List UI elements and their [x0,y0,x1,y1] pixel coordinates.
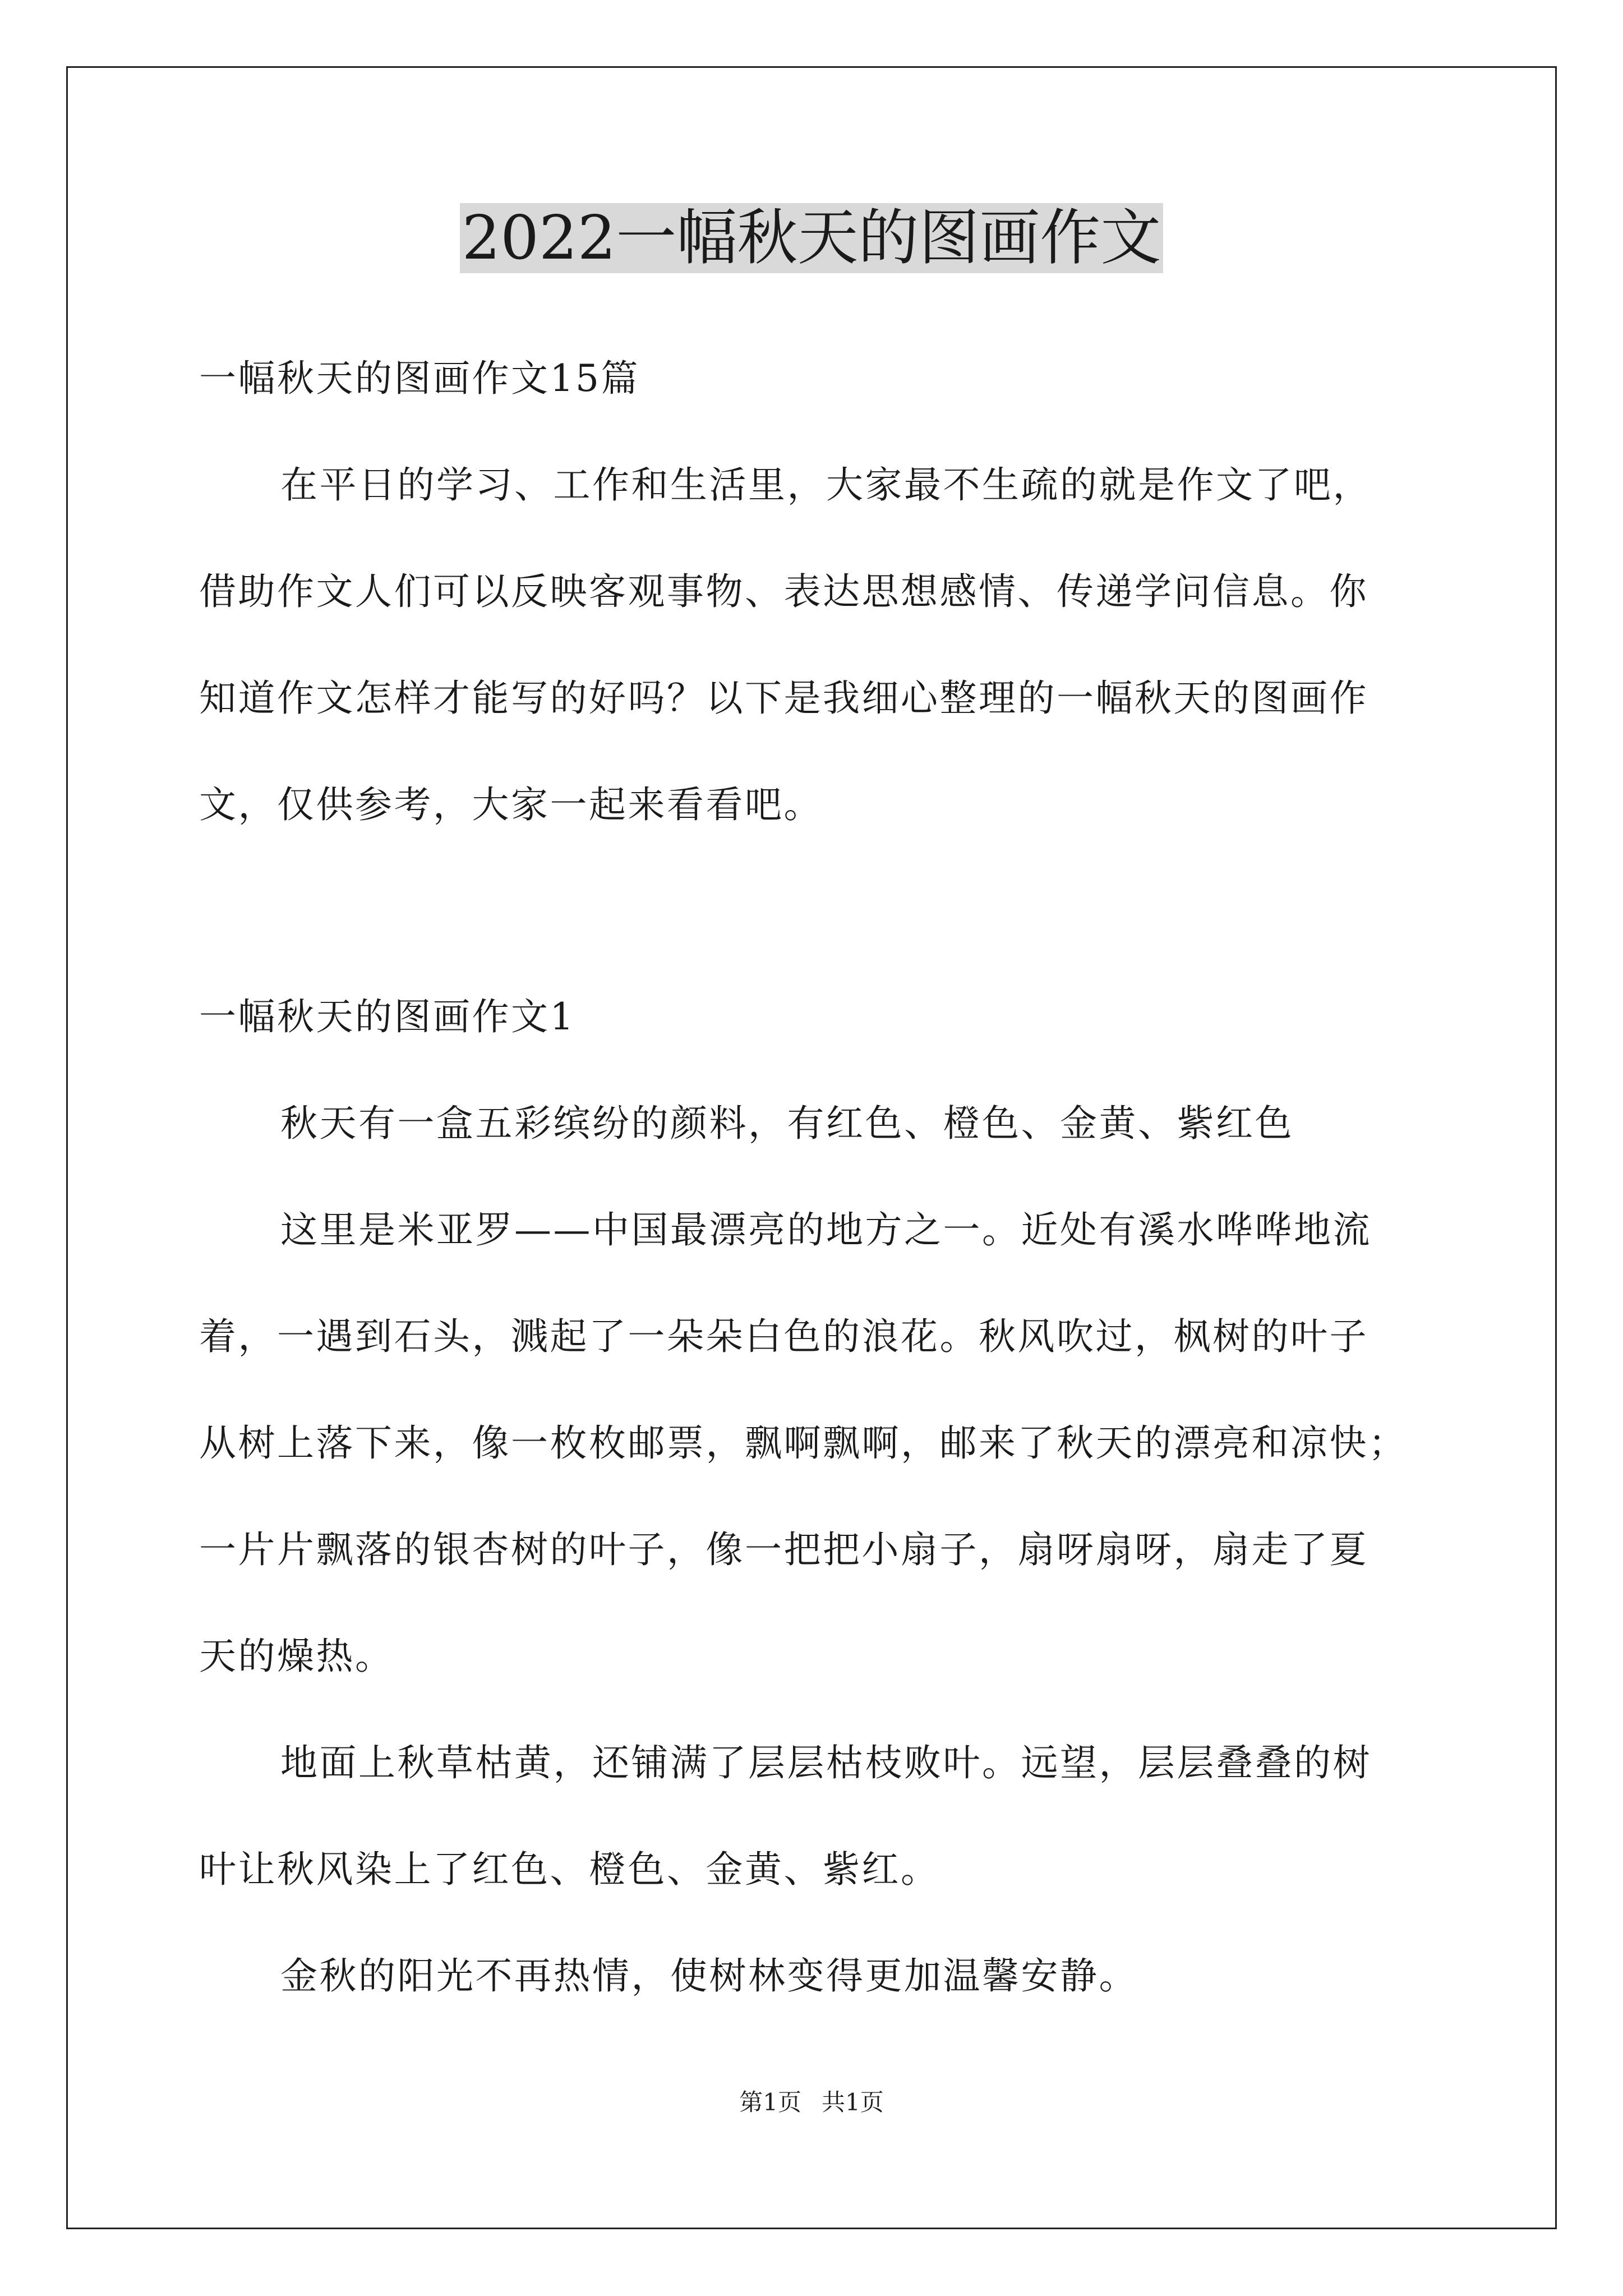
paragraph-line: 地面上秋草枯黄，还铺满了层层枯枝败叶。远望，层层叠叠的树 [280,1741,1372,1784]
paragraph-line: 秋天有一盒五彩缤纷的颜料，有红色、橙色、金黄、紫红色 [280,1102,1294,1145]
document-title [0,199,1623,278]
intro-line: 知道作文怎样才能写的好吗？以下是我细心整理的一幅秋天的图画作 [199,677,1368,720]
intro-line: 借助作文人们可以反映客观事物、表达思想感情、传递学问信息。你 [199,570,1368,613]
page-number: 第1页 [739,2088,801,2116]
paragraph-line: 着，一遇到石头，溅起了一朵朵白色的浪花。秋风吹过，枫树的叶子 [199,1315,1368,1358]
section-heading: 一幅秋天的图画作文1 [199,995,575,1038]
paragraph-line: 这里是米亚罗——中国最漂亮的地方之一。近处有溪水哗哗地流 [280,1208,1372,1251]
paragraph-line: 天的燥热。 [199,1635,394,1678]
paragraph-line: 从树上落下来，像一枚枚邮票，飘啊飘啊，邮来了秋天的漂亮和凉快； [199,1421,1408,1465]
document-title-text: 2022一幅秋天的图画作文 [460,203,1164,273]
paragraph-line: 金秋的阳光不再热情，使树林变得更加温馨安静。 [280,1954,1138,1998]
page-footer [0,2086,1623,2119]
subtitle: 一幅秋天的图画作文15篇 [199,357,640,400]
paragraph-line: 一片片飘落的银杏树的叶子，像一把把小扇子，扇呀扇呀，扇走了夏 [199,1528,1368,1571]
page-total: 共1页 [822,2088,884,2116]
paragraph-line: 叶让秋风染上了红色、橙色、金黄、紫红。 [199,1848,940,1891]
intro-line: 在平日的学习、工作和生活里，大家最不生疏的就是作文了吧， [280,463,1372,507]
intro-line: 文，仅供参考，大家一起来看看吧。 [199,783,823,826]
